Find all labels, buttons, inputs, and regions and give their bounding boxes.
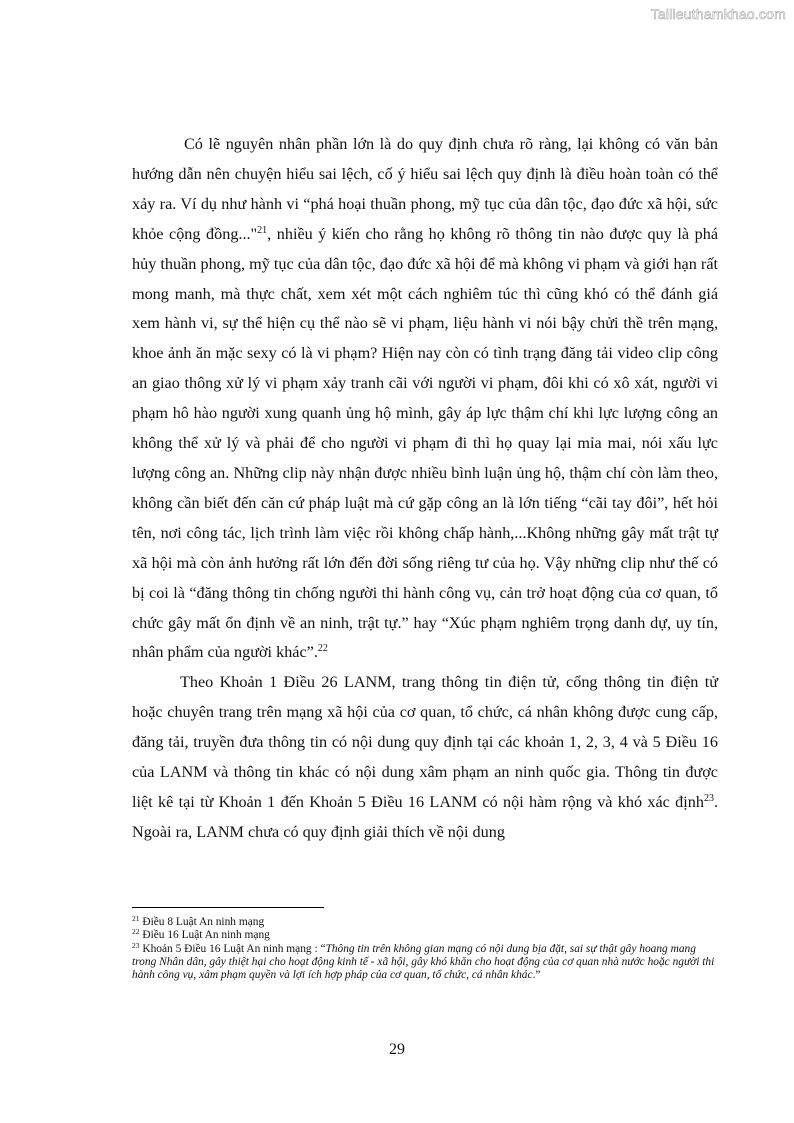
footnote-22: [132, 929, 718, 942]
footnote-text: Điều 8 Luật An ninh mạng: [139, 916, 265, 928]
footnote-21: [132, 916, 718, 929]
footnote-number: 21: [132, 914, 140, 923]
footnote-divider: [132, 907, 324, 908]
footnote-tail: .”: [532, 969, 541, 982]
paragraph-2-text-a: Theo Khoản 1 Điều 26 LANM, trang thông tin điện tử, cổng thông tin điện tử hoặc chuyên trang trên mạng xã hội của cơ quan, tổ chức, cá nhân không được cung cấp, đăng tải, truyền đưa thông tin có nội dung quy định tại các khoản 1, 2, 3, 4 và 5 Điều 16 của LANM và thông tin khác có nội dung xâm phạm an ninh quốc gia. Thông tin được liệt kê tại từ Khoản 1 đến Khoản 5 Điều 16 LANM có nội hàm rộng và khó xác định: [132, 673, 718, 811]
paragraph-2-text-b: . Ngoài ra, LANM chưa có quy định giải thích về nội dung: [132, 792, 718, 841]
footnote-number: 23: [132, 940, 140, 950]
paragraph-1-text-a: Có lẽ nguyên nhân phần lớn là do quy định chưa rõ ràng, lại không có văn bản hướng dẫn nên chuyện hiểu sai lệch, cố ý hiểu sai lệch quy định là điều hoàn toàn có thể xảy ra. Ví dụ như hành vi “phá hoại thuần phong, mỹ tục của dân tộc, đạo đức xã hội, sức khỏe cộng đồng...": [132, 135, 718, 243]
footnotes: [132, 916, 718, 982]
footnote-quote: Thông tin trên không gian mạng có nội dung bịa đặt, sai sự thật gây hoang mang trong Nhân dân, gây thiệt hại cho hoạt động kinh tế - xã hội, gây khó khăn cho hoạt động của cơ quan nhà nước hoặc người thi hành công vụ, xâm phạm quyền và lợi ích hợp pháp của cơ quan, tổ chức, cá nhân khác: [132, 942, 715, 982]
paragraph-1: [132, 130, 718, 668]
watermark: Tailieuthamkhao.com: [650, 6, 786, 22]
footnote-23: [132, 940, 718, 983]
footnote-lead: Khoản 5 Điều 16 Luật An ninh mạng : “: [139, 942, 326, 955]
paragraph-2: [132, 668, 718, 847]
paragraph-1-text-b: , nhiều ý kiến cho rằng họ không rõ thông tin nào được quy là phá hủy thuần phong, mỹ tục của dân tộc, đạo đức xã hội để mà không vi phạm và giới hạn rất mong manh, mà thực chất, xem xét một cách nghiêm túc thì cũng khó có thể đánh giá xem hành vi, sự thể hiện cụ thể nào sẽ vi phạm, liệu hành vi nói bậy chửi thề trên mạng, khoe ảnh ăn mặc sexy có là vi phạm? Hiện nay còn có tình trạng đăng tải video clip công an giao thông xử lý vi phạm xảy tranh cãi với người vi phạm, đôi khi có xô xát, người vi phạm hô hào người xung quanh ủng hộ mình, gây áp lực thậm chí khi lực lượng công an không thể xử lý và phải để cho người vi phạm đi thì họ quay lại mỉa mai, nói xấu lực lượng công an. Những clip này nhận được nhiều bình luận ủng hộ, thậm chí còn làm theo, không cần biết đến căn cứ pháp luật mà cứ gặp công an là lớn tiếng “cãi tay đôi”, hết hỏi tên, nơi công tác, lịch trình làm việc rồi không chấp hành,...Không những gây mất trật tự xã hội mà còn ảnh hưởng rất lớn đến đời sống riêng tư của họ. Vậy những clip như thế có bị coi là “đăng thông tin chống người thi hành công vụ, cản trở hoạt động của cơ quan, tổ chức gây mất ổn định về an ninh, trật tự.” hay “Xúc phạm nghiêm trọng danh dự, uy tín, nhân phẩm của người khác”.: [132, 224, 719, 662]
page-number: 29: [389, 1041, 405, 1058]
body-text: [132, 130, 718, 848]
footnote-ref-21[interactable]: 21: [257, 224, 268, 236]
footnote-ref-23[interactable]: 23: [703, 792, 714, 804]
footnote-number: 22: [132, 927, 140, 937]
footnote-text: Điều 16 Luật An ninh mạng: [139, 929, 270, 942]
footnote-ref-22[interactable]: 22: [317, 643, 328, 655]
